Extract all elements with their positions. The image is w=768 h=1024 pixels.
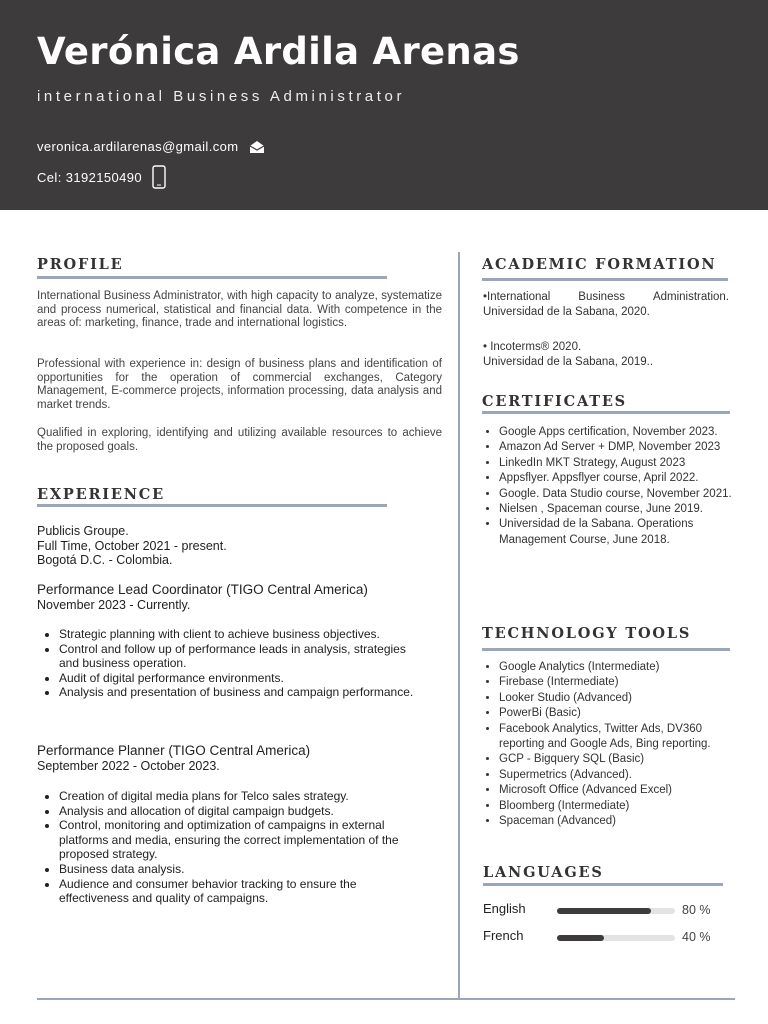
course-name: • Incoterms® 2020. [483, 341, 582, 353]
experience-rule [37, 504, 387, 507]
column-divider [458, 252, 460, 999]
list-item: • GCP - Bigquery SQL (Basic) [499, 752, 749, 767]
phone-line [37, 165, 166, 189]
profile-heading: PROFILE [37, 256, 124, 273]
profile-paragraph: Qualified in exploring, identifying and utilizing available resources to achieve the proposed goals. [37, 427, 442, 453]
list-item: • Supermetrics (Advanced). [499, 768, 749, 783]
employment-type: Full Time, October 2021 - present. [37, 538, 227, 553]
job-title-1: Performance Lead Coordinator (TIGO Central America) [37, 582, 368, 597]
list-item: • Nielsen , Spaceman course, June 2019. [499, 502, 739, 517]
list-item: • Firebase (Intermediate) [499, 675, 749, 690]
certificates-rule [482, 411, 730, 414]
list-item: • Google Analytics (Intermediate) [499, 660, 749, 675]
job-2-bullets [37, 789, 419, 906]
list-item: • Creation of digital media plans for Telco sales strategy. [59, 789, 419, 804]
mobile-phone-icon [152, 165, 166, 189]
list-item: • Looker Studio (Advanced) [499, 691, 749, 706]
degree-word: Administration. [652, 291, 729, 303]
language-row [483, 901, 723, 921]
technology-rule [482, 648, 730, 651]
phone-text: Cel: 3192150490 [37, 169, 143, 185]
certificates-list [482, 425, 739, 548]
email-text[interactable]: veronica.ardilarenas@gmail.com [37, 139, 239, 154]
bottom-divider [37, 998, 735, 1000]
job-dates-2: September 2022 - October 2023. [37, 759, 220, 773]
technology-heading: TECHNOLOGY TOOLS [482, 625, 692, 642]
list-item: • Audience and consumer behavior tracking to ensure the effectiveness and quality of campaigns. [59, 877, 419, 906]
job-header [37, 743, 310, 774]
language-percent: 40 % [682, 930, 711, 944]
candidate-name: Verónica Ardila Arenas [37, 30, 520, 73]
list-item: • Universidad de la Sabana. Operations Management Course, June 2018. [499, 517, 739, 548]
academic-entry [483, 340, 729, 370]
language-name: English [483, 901, 526, 916]
languages-rule [483, 883, 723, 886]
language-percent: 80 % [682, 903, 711, 917]
job-dates-1: November 2023 - Currently. [37, 598, 191, 612]
list-item: • Strategic planning with client to achieve business objectives. [59, 627, 419, 642]
list-item: • Control, monitoring and optimization of campaigns in external platforms and media, ensuring the correct implementation of the proposed strategy. [59, 818, 419, 862]
job-header [37, 582, 368, 613]
experience-heading: EXPERIENCE [37, 486, 165, 503]
list-item: • Audit of digital performance environments. [59, 671, 419, 686]
list-item: • Facebook Analytics, Twitter Ads, DV360 reporting and Google Ads, Bing reporting. [499, 722, 749, 753]
profile-rule [37, 276, 387, 279]
list-item: • Google Apps certification, November 2023. [499, 425, 739, 440]
list-item: • PowerBi (Basic) [499, 706, 749, 721]
list-item: • Control and follow up of performance leads in analysis, strategies and business operation. [59, 642, 419, 671]
institution: Universidad de la Sabana, 2019.. [483, 356, 654, 368]
list-item: • Appsflyer. Appsflyer course, April 2022. [499, 471, 739, 486]
language-name: French [483, 928, 524, 943]
technology-list [482, 660, 749, 829]
degree-word: Business [578, 291, 625, 303]
academic-rule [482, 278, 728, 281]
list-item: • Microsoft Office (Advanced Excel) [499, 783, 749, 798]
language-level-bar [557, 908, 675, 914]
company-location: Bogotá D.C. - Colombia. [37, 553, 173, 567]
academic-entry [483, 290, 729, 320]
job-title: international Business Administrator [37, 88, 406, 105]
language-level-fill [557, 908, 651, 914]
list-item: • Bloomberg (Intermediate) [499, 799, 749, 814]
list-item: • Google. Data Studio course, November 2021. [499, 487, 739, 502]
email-line [37, 139, 265, 154]
language-level-fill [557, 935, 604, 941]
institution: Universidad de la Sabana, 2020. [483, 306, 650, 318]
list-item: • Spaceman (Advanced) [499, 814, 749, 829]
language-row [483, 928, 723, 948]
list-item: • Business data analysis. [59, 862, 419, 877]
header-banner [0, 0, 768, 210]
list-item: • Analysis and presentation of business and campaign performance. [59, 685, 419, 700]
certificates-heading: CERTIFICATES [482, 393, 627, 410]
job-title-2: Performance Planner (TIGO Central America) [37, 743, 311, 758]
profile-paragraph: International Business Administrator, with high capacity to analyze, systematize and process numerical, statistical and financial data. With competence in the areas of: marketing, finance, trade and international logistics. [37, 290, 442, 330]
profile-paragraph: Professional with experience in: design of business plans and identification of opportunities for the operation of commercial exchanges, Category Management, E-commerce projects, information processing, data analysis and market trends. [37, 358, 442, 411]
job-1-bullets [37, 627, 419, 700]
language-level-bar [557, 935, 675, 941]
company-name: Publicis Groupe. [37, 524, 129, 538]
list-item: • Analysis and allocation of digital campaign budgets. [59, 804, 419, 819]
academic-heading: ACADEMIC FORMATION [482, 256, 717, 273]
list-item: • LinkedIn MKT Strategy, August 2023 [499, 456, 739, 471]
company-info [37, 524, 227, 568]
list-item: • Amazon Ad Server + DMP, November 2023 [499, 440, 739, 455]
envelope-icon [249, 140, 265, 154]
degree-word: •International [483, 291, 551, 303]
languages-heading: LANGUAGES [483, 864, 604, 881]
